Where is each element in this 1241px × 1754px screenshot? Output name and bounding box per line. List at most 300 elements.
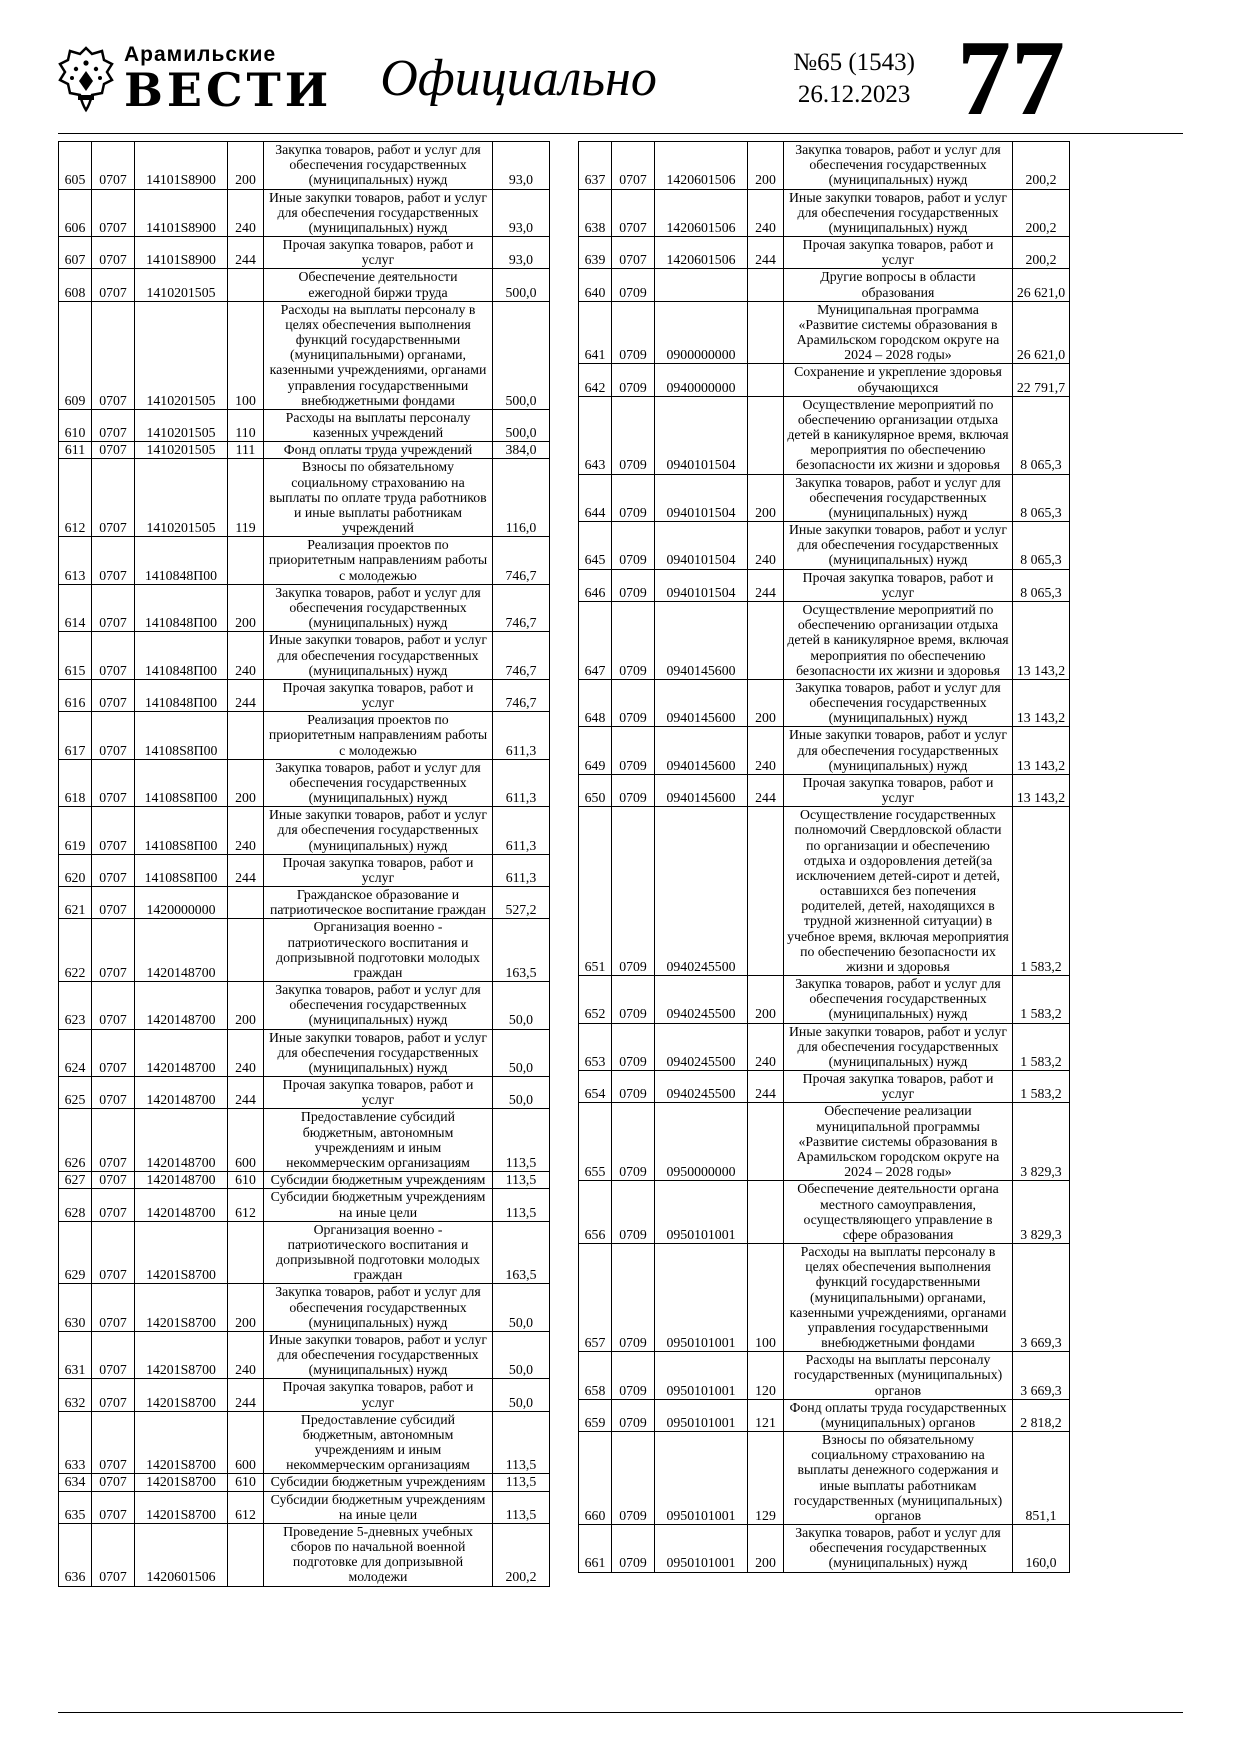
cell-amount: 200,2 [1013,237,1070,269]
cell-amount: 50,0 [493,1331,550,1379]
cell-description: Обеспечение деятельности органа местного самоуправления, осуществляющего управление в сфере образования [784,1181,1013,1244]
table-row [579,474,1070,522]
cell-section_code: 0709 [612,1432,655,1525]
cell-row_number: 629 [59,1221,92,1284]
cell-expense_type [228,887,264,919]
cell-section_code: 0707 [92,1109,135,1172]
budget-table-left [58,141,550,1587]
cell-description: Иные закупки товаров, работ и услуг для обеспечения государственных (муниципальных) нужд [264,189,493,237]
table-row [579,1432,1070,1525]
cell-row_number: 650 [579,774,612,806]
table-row [59,1523,550,1586]
cell-section_code: 0707 [92,632,135,680]
cell-expense_type: 244 [748,569,784,601]
table-row [579,1399,1070,1431]
cell-amount: 113,5 [493,1109,550,1172]
cell-row_number: 622 [59,919,92,982]
cell-target_article: 1420148700 [135,982,228,1030]
cell-target_article [655,269,748,301]
cell-description: Расходы на выплаты персоналу государственных (муниципальных) органов [784,1352,1013,1400]
issue-date: 26.12.2023 [797,80,911,108]
cell-amount: 50,0 [493,1077,550,1109]
cell-target_article: 14108S8П00 [135,854,228,886]
cell-target_article: 0940245500 [655,807,748,976]
cell-target_article: 1420148700 [135,1029,228,1077]
cell-expense_type: 240 [228,807,264,855]
cell-target_article: 0950101001 [655,1525,748,1573]
cell-amount: 746,7 [493,679,550,711]
cell-target_article: 14101S8900 [135,189,228,237]
cell-row_number: 617 [59,712,92,760]
cell-expense_type [748,601,784,679]
table-row [59,632,550,680]
cell-expense_type: 110 [228,409,264,441]
cell-amount: 200,2 [1013,142,1070,190]
cell-section_code: 0707 [92,887,135,919]
table-row [59,1221,550,1284]
cell-expense_type: 244 [748,1071,784,1103]
table-row [579,1103,1070,1181]
cell-amount: 50,0 [493,982,550,1030]
cell-description: Реализация проектов по приоритетным направлениям работы с молодежью [264,537,493,585]
brand-text [124,43,333,117]
cell-section_code: 0707 [92,301,135,409]
cell-row_number: 651 [579,807,612,976]
cell-section_code: 0707 [92,919,135,982]
cell-expense_type: 240 [228,1331,264,1379]
table-row [59,442,550,459]
table-row [59,142,550,190]
table-row [579,237,1070,269]
cell-section_code: 0709 [612,1244,655,1352]
table-row [579,807,1070,976]
cell-expense_type [748,1103,784,1181]
cell-description: Субсидии бюджетным учреждениям [264,1172,493,1189]
cell-row_number: 630 [59,1284,92,1332]
table-row [579,774,1070,806]
cell-amount: 113,5 [493,1189,550,1221]
cell-amount: 13 143,2 [1013,601,1070,679]
cell-amount: 200,2 [493,1523,550,1586]
cell-row_number: 646 [579,569,612,601]
masthead [58,19,1183,138]
cell-target_article: 1410201505 [135,409,228,441]
cell-amount: 384,0 [493,442,550,459]
cell-target_article: 14101S8900 [135,142,228,190]
table-row [579,1244,1070,1352]
cell-section_code: 0707 [92,584,135,632]
cell-target_article: 1420148700 [135,1172,228,1189]
cell-section_code: 0707 [92,1379,135,1411]
cell-row_number: 660 [579,1432,612,1525]
cell-target_article: 14108S8П00 [135,759,228,807]
cell-target_article: 0950101001 [655,1432,748,1525]
cell-section_code: 0709 [612,601,655,679]
cell-amount: 1 583,2 [1013,807,1070,976]
cell-amount: 500,0 [493,301,550,409]
cell-amount: 8 065,3 [1013,569,1070,601]
cell-expense_type [228,919,264,982]
cell-section_code: 0709 [612,569,655,601]
cell-amount: 8 065,3 [1013,522,1070,570]
brand-top-label: Арамильские [124,43,277,66]
table-row [59,459,550,537]
cell-target_article: 0940101504 [655,396,748,474]
table-row [579,301,1070,364]
cell-expense_type [748,364,784,396]
cell-description: Закупка товаров, работ и услуг для обеспечения государственных (муниципальных) нужд [264,982,493,1030]
section-title: Официально [380,50,657,107]
cell-section_code: 0709 [612,364,655,396]
cell-row_number: 639 [579,237,612,269]
page-number: 77 [957,19,1065,138]
cell-section_code: 0707 [92,442,135,459]
cell-expense_type: 119 [228,459,264,537]
cell-row_number: 648 [579,679,612,727]
cell-row_number: 621 [59,887,92,919]
cell-amount: 160,0 [1013,1525,1070,1573]
table-row [59,919,550,982]
cell-target_article: 0940101504 [655,522,748,570]
cell-amount: 113,5 [493,1172,550,1189]
cell-section_code: 0707 [92,1331,135,1379]
table-row [579,679,1070,727]
table-row [579,522,1070,570]
cell-description: Прочая закупка товаров, работ и услуг [264,237,493,269]
cell-description: Предоставление субсидий бюджетным, автономным учреждениям и иным некоммерческим организациям [264,1109,493,1172]
cell-description: Иные закупки товаров, работ и услуг для обеспечения государственных (муниципальных) нужд [784,189,1013,237]
cell-amount: 746,7 [493,632,550,680]
cell-target_article: 14201S8700 [135,1221,228,1284]
cell-expense_type [748,301,784,364]
cell-row_number: 626 [59,1109,92,1172]
cell-description: Закупка товаров, работ и услуг для обеспечения государственных (муниципальных) нужд [784,976,1013,1024]
cell-amount: 8 065,3 [1013,474,1070,522]
cell-section_code: 0707 [92,1077,135,1109]
cell-target_article: 0950101001 [655,1352,748,1400]
cell-target_article: 14101S8900 [135,237,228,269]
table-row [579,142,1070,190]
cell-amount: 50,0 [493,1284,550,1332]
cell-amount: 611,3 [493,807,550,855]
newspaper-logo [58,43,333,117]
cell-description: Обеспечение реализации муниципальной программы «Развитие системы образования в Арамильском городском округе на 2024 – 2028 годы» [784,1103,1013,1181]
cell-amount: 1 583,2 [1013,1023,1070,1071]
table-row [59,189,550,237]
cell-target_article: 14201S8700 [135,1284,228,1332]
cell-target_article: 0950000000 [655,1103,748,1181]
table-row [579,1181,1070,1244]
cell-expense_type: 100 [748,1244,784,1352]
cell-description: Расходы на выплаты персоналу казенных учреждений [264,409,493,441]
cell-amount: 611,3 [493,712,550,760]
cell-section_code: 0707 [92,142,135,190]
cell-row_number: 645 [579,522,612,570]
table-row [59,584,550,632]
cell-row_number: 606 [59,189,92,237]
cell-expense_type: 244 [228,679,264,711]
cell-row_number: 625 [59,1077,92,1109]
cell-row_number: 616 [59,679,92,711]
cell-expense_type: 244 [748,774,784,806]
cell-section_code: 0709 [612,1352,655,1400]
cell-target_article: 14201S8700 [135,1491,228,1523]
cell-row_number: 635 [59,1491,92,1523]
cell-target_article: 0940145600 [655,601,748,679]
table-row [59,1379,550,1411]
cell-expense_type: 120 [748,1352,784,1400]
cell-row_number: 654 [579,1071,612,1103]
cell-description: Прочая закупка товаров, работ и услуг [264,679,493,711]
cell-description: Закупка товаров, работ и услуг для обеспечения государственных (муниципальных) нужд [264,584,493,632]
table-row [59,1077,550,1109]
cell-section_code: 0707 [92,1474,135,1491]
cell-section_code: 0709 [612,301,655,364]
cell-expense_type: 240 [228,189,264,237]
cell-amount: 1 583,2 [1013,1071,1070,1103]
table-row [59,1284,550,1332]
cell-description: Прочая закупка товаров, работ и услуг [784,1071,1013,1103]
cell-section_code: 0707 [92,854,135,886]
cell-section_code: 0707 [92,1411,135,1474]
coat-of-arms-icon [58,45,114,113]
cell-description: Иные закупки товаров, работ и услуг для обеспечения государственных (муниципальных) нужд [784,727,1013,775]
cell-row_number: 627 [59,1172,92,1189]
table-row [579,569,1070,601]
cell-section_code: 0709 [612,1399,655,1431]
cell-expense_type: 200 [228,1284,264,1332]
cell-expense_type: 240 [748,1023,784,1071]
cell-section_code: 0707 [92,1284,135,1332]
cell-target_article: 1410201505 [135,459,228,537]
cell-section_code: 0707 [612,237,655,269]
cell-expense_type: 600 [228,1109,264,1172]
cell-expense_type [748,1181,784,1244]
cell-description: Обеспечение деятельности ежегодной биржи труда [264,269,493,301]
cell-section_code: 0709 [612,474,655,522]
cell-amount: 26 621,0 [1013,269,1070,301]
cell-amount: 113,5 [493,1491,550,1523]
cell-amount: 50,0 [493,1379,550,1411]
cell-target_article: 0950101001 [655,1399,748,1431]
cell-target_article: 1410201505 [135,269,228,301]
cell-target_article: 0940245500 [655,976,748,1024]
cell-target_article: 0940000000 [655,364,748,396]
cell-description: Прочая закупка товаров, работ и услуг [264,854,493,886]
cell-description: Иные закупки товаров, работ и услуг для обеспечения государственных (муниципальных) нужд [264,1029,493,1077]
cell-description: Закупка товаров, работ и услуг для обеспечения государственных (муниципальных) нужд [264,142,493,190]
cell-description: Иные закупки товаров, работ и услуг для обеспечения государственных (муниципальных) нужд [264,807,493,855]
cell-target_article: 1420148700 [135,1109,228,1172]
cell-section_code: 0707 [612,142,655,190]
cell-section_code: 0707 [92,1491,135,1523]
cell-section_code: 0707 [92,982,135,1030]
table-row [579,1071,1070,1103]
cell-amount: 851,1 [1013,1432,1070,1525]
cell-description: Предоставление субсидий бюджетным, автономным учреждениям и иным некоммерческим организациям [264,1411,493,1474]
cell-row_number: 631 [59,1331,92,1379]
cell-target_article: 0940145600 [655,774,748,806]
cell-row_number: 613 [59,537,92,585]
cell-section_code: 0707 [92,1523,135,1586]
cell-description: Иные закупки товаров, работ и услуг для обеспечения государственных (муниципальных) нужд [264,1331,493,1379]
cell-section_code: 0707 [92,1172,135,1189]
cell-expense_type: 121 [748,1399,784,1431]
cell-amount: 13 143,2 [1013,727,1070,775]
cell-row_number: 640 [579,269,612,301]
cell-target_article: 0940245500 [655,1023,748,1071]
cell-target_article: 1410201505 [135,442,228,459]
cell-section_code: 0709 [612,269,655,301]
table-row [579,1525,1070,1573]
table-row [579,269,1070,301]
table-row [59,759,550,807]
cell-target_article: 14108S8П00 [135,807,228,855]
cell-row_number: 638 [579,189,612,237]
cell-section_code: 0707 [92,459,135,537]
cell-description: Сохранение и укрепление здоровья обучающихся [784,364,1013,396]
cell-amount: 3 829,3 [1013,1103,1070,1181]
cell-amount: 1 583,2 [1013,976,1070,1024]
cell-row_number: 605 [59,142,92,190]
cell-description: Субсидии бюджетным учреждениям на иные цели [264,1491,493,1523]
cell-amount: 50,0 [493,1029,550,1077]
cell-expense_type: 244 [228,854,264,886]
cell-section_code: 0709 [612,679,655,727]
cell-description: Закупка товаров, работ и услуг для обеспечения государственных (муниципальных) нужд [784,679,1013,727]
footer-divider [58,1712,1183,1713]
cell-description: Иные закупки товаров, работ и услуг для обеспечения государственных (муниципальных) нужд [784,522,1013,570]
cell-section_code: 0707 [92,759,135,807]
cell-expense_type [228,1221,264,1284]
cell-description: Осуществление мероприятий по обеспечению организации отдыха детей в каникулярное время, включая мероприятия по обеспечению безопасности их жизни и здоровья [784,601,1013,679]
cell-target_article: 1410848П00 [135,584,228,632]
cell-target_article: 0940145600 [655,679,748,727]
table-row [59,537,550,585]
cell-row_number: 624 [59,1029,92,1077]
cell-expense_type: 240 [748,522,784,570]
cell-description: Закупка товаров, работ и услуг для обеспечения государственных (муниципальных) нужд [264,759,493,807]
cell-expense_type [228,537,264,585]
table-row [579,396,1070,474]
two-column-tables [58,141,1183,1587]
table-row [59,269,550,301]
cell-row_number: 656 [579,1181,612,1244]
cell-row_number: 657 [579,1244,612,1352]
cell-expense_type: 100 [228,301,264,409]
cell-row_number: 619 [59,807,92,855]
cell-target_article: 1420148700 [135,1189,228,1221]
table-row [579,364,1070,396]
cell-amount: 26 621,0 [1013,301,1070,364]
cell-amount: 22 791,7 [1013,364,1070,396]
cell-expense_type: 600 [228,1411,264,1474]
table-row [579,1352,1070,1400]
cell-row_number: 607 [59,237,92,269]
cell-expense_type: 612 [228,1491,264,1523]
cell-expense_type: 244 [228,1077,264,1109]
cell-description: Иные закупки товаров, работ и услуг для обеспечения государственных (муниципальных) нужд [264,632,493,680]
cell-section_code: 0709 [612,727,655,775]
issue-number: №65 (1543) [793,49,915,77]
cell-expense_type [748,396,784,474]
table-row [59,1029,550,1077]
cell-description: Осуществление государственных полномочий Свердловской области по организации и обеспечению отдыха и оздоровления детей(за исключением детей-сирот и детей, оставшихся без попечения родителей, детей, находящихся в трудной жизненной ситуации) в учебное время, включая мероприятия по обеспечению безопасности их жизни и здоровья [784,807,1013,976]
table-row [59,854,550,886]
cell-expense_type: 200 [228,142,264,190]
cell-expense_type: 612 [228,1189,264,1221]
table-row [59,1172,550,1189]
cell-description: Закупка товаров, работ и услуг для обеспечения государственных (муниципальных) нужд [784,142,1013,190]
cell-row_number: 618 [59,759,92,807]
cell-row_number: 641 [579,301,612,364]
cell-expense_type [228,712,264,760]
cell-target_article: 14201S8700 [135,1331,228,1379]
cell-row_number: 644 [579,474,612,522]
cell-amount: 500,0 [493,269,550,301]
cell-description: Субсидии бюджетным учреждениям [264,1474,493,1491]
cell-amount: 113,5 [493,1474,550,1491]
cell-expense_type [748,807,784,976]
cell-expense_type: 244 [748,237,784,269]
cell-row_number: 636 [59,1523,92,1586]
cell-section_code: 0709 [612,1525,655,1573]
cell-amount: 116,0 [493,459,550,537]
cell-description: Другие вопросы в области образования [784,269,1013,301]
cell-description: Взносы по обязательному социальному страхованию на выплаты денежного содержания и иные выплаты работникам государственных (муниципальных) органов [784,1432,1013,1525]
budget-table-right [578,141,1070,1573]
cell-row_number: 611 [59,442,92,459]
cell-expense_type: 129 [748,1432,784,1525]
cell-row_number: 647 [579,601,612,679]
cell-section_code: 0707 [92,712,135,760]
cell-target_article: 1420148700 [135,1077,228,1109]
table-row [59,712,550,760]
cell-section_code: 0707 [92,237,135,269]
cell-section_code: 0709 [612,522,655,570]
cell-section_code: 0709 [612,1071,655,1103]
cell-description: Муниципальная программа «Развитие системы образования в Арамильском городском округе на 2024 – 2028 годы» [784,301,1013,364]
cell-target_article: 1420601506 [655,237,748,269]
cell-description: Иные закупки товаров, работ и услуг для обеспечения государственных (муниципальных) нужд [784,1023,1013,1071]
cell-row_number: 642 [579,364,612,396]
cell-target_article: 0940145600 [655,727,748,775]
cell-section_code: 0709 [612,774,655,806]
cell-target_article: 0950101001 [655,1244,748,1352]
table-row [59,679,550,711]
cell-row_number: 623 [59,982,92,1030]
cell-row_number: 643 [579,396,612,474]
cell-amount: 13 143,2 [1013,774,1070,806]
cell-row_number: 632 [59,1379,92,1411]
cell-section_code: 0707 [92,409,135,441]
cell-target_article: 0950101001 [655,1181,748,1244]
table-row [59,409,550,441]
cell-amount: 113,5 [493,1411,550,1474]
table-row [579,1023,1070,1071]
cell-amount: 13 143,2 [1013,679,1070,727]
cell-target_article: 1420601506 [135,1523,228,1586]
cell-description: Прочая закупка товаров, работ и услуг [264,1077,493,1109]
cell-row_number: 661 [579,1525,612,1573]
cell-expense_type: 200 [228,982,264,1030]
cell-expense_type: 111 [228,442,264,459]
cell-section_code: 0709 [612,1103,655,1181]
cell-amount: 93,0 [493,189,550,237]
cell-section_code: 0707 [92,679,135,711]
cell-target_article: 1410848П00 [135,537,228,585]
cell-row_number: 615 [59,632,92,680]
